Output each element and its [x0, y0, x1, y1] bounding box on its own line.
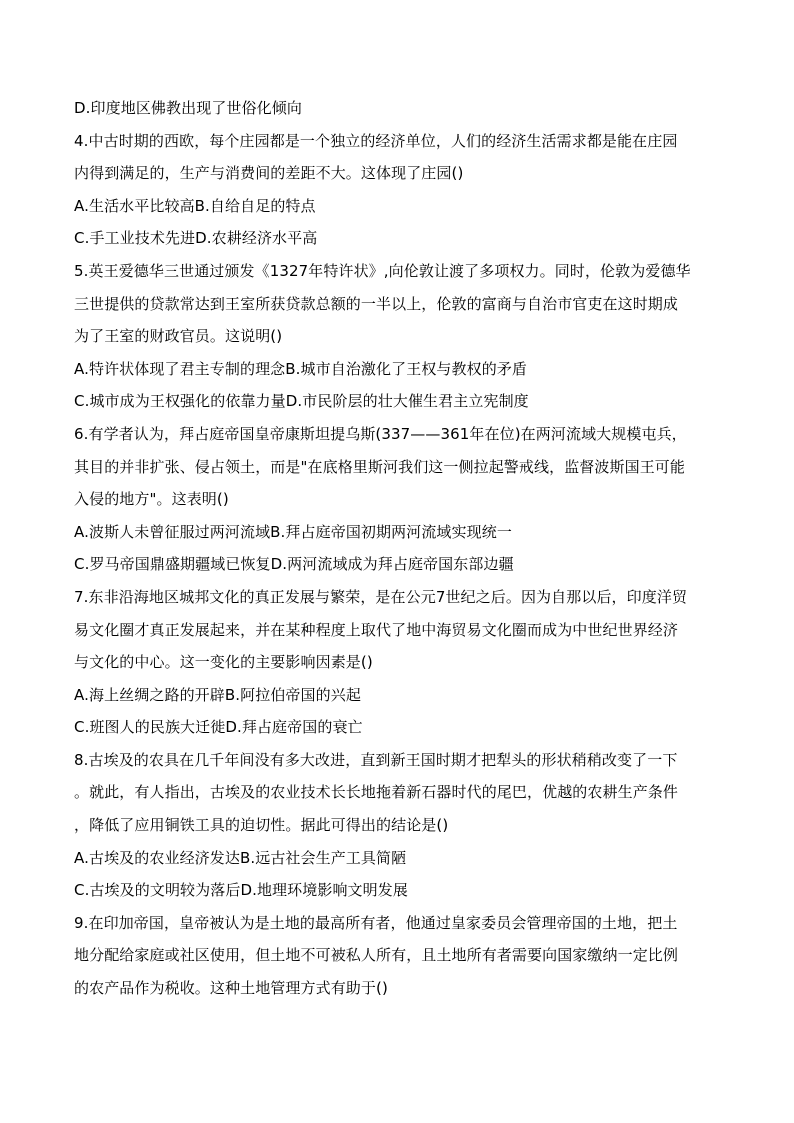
question-5-stem: 为了王室的财政官员。这说明(): [74, 327, 283, 346]
question-4-stem: 内得到满足的，生产与消费间的差距不大。这体现了庄园(): [74, 164, 464, 183]
question-4-options: A.生活水平比较高B.自给自足的特点: [74, 196, 316, 215]
question-7-stem: 7.东非沿海地区城邦文化的真正发展与繁荣，是在公元7世纪之后。因为自那以后，印度洋贸: [74, 587, 688, 606]
question-5-options: A.特许状体现了君主专制的理念B.城市自治激化了王权与教权的矛盾: [74, 359, 528, 378]
question-8-stem: 8.古埃及的农具在几千年间没有多大改进，直到新王国时期才把犁头的形状稍稍改变了一下: [74, 750, 678, 769]
option-d-line: D.印度地区佛教出现了世俗化倾向: [74, 99, 302, 117]
question-5-stem: 三世提供的贷款常达到王室所获贷款总额的一半以上，伦敦的富商与自治市官吏在这时期成: [74, 294, 679, 313]
question-7-options: C.班图人的民族大迁徙D.拜占庭帝国的衰亡: [74, 718, 363, 737]
question-5-stem: 5.英王爱德华三世通过颁发《1327年特许状》,向伦敦让渡了多项权力。同时，伦敦为爱德华: [74, 261, 691, 280]
question-4-options: C.手工业技术先进D.农耕经济水平高: [74, 229, 318, 248]
question-8-stem: 。就此，有人指出，古埃及的农业技术长长地拖着新石器时代的尾巴，优越的农耕生产条件: [74, 783, 679, 802]
question-4-stem: 4.中古时期的西欧，每个庄园都是一个独立的经济单位，人们的经济生活需求都是能在庄园: [74, 131, 678, 150]
question-5-options: C.城市成为王权强化的依靠力量D.市民阶层的壮大催生君主立宪制度: [74, 392, 529, 411]
question-6-stem: 6.有学者认为，拜占庭帝国皇帝康斯坦提乌斯(337——361年在位)在两河流域大规模屯兵，: [74, 424, 687, 443]
question-6-stem: 其目的并非扩张、侵占领土，而是"在底格里斯河我们这一侧拉起警戒线，监督波斯国王可能: [74, 457, 686, 476]
question-6-options: A.波斯人未曾征服过两河流域B.拜占庭帝国初期两河流域实现统一: [74, 522, 512, 541]
question-7-options: A.海上丝绸之路的开辟B.阿拉伯帝国的兴起: [74, 685, 361, 704]
question-8-stem: ，降低了应用铜铁工具的迫切性。据此可得出的结论是(): [74, 816, 449, 835]
question-6-stem: 入侵的地方"。这表明(): [74, 490, 229, 509]
document-page: [74, 92, 724, 1005]
question-9-stem: 9.在印加帝国，皇帝被认为是土地的最高所有者，他通过皇家委员会管理帝国的土地，把土: [74, 913, 678, 932]
question-7-stem: 与文化的中心。这一变化的主要影响因素是(): [74, 653, 373, 672]
question-7-stem: 易文化圈才真正发展起来，并在某种程度上取代了地中海贸易文化圈而成为中世纪世界经济: [74, 620, 679, 639]
question-9-stem: 的农产品作为税收。这种土地管理方式有助于(): [74, 979, 388, 998]
question-9-stem: 地分配给家庭或社区使用，但土地不可被私人所有，且土地所有者需要向国家缴纳一定比例: [74, 946, 679, 965]
question-8-options: A.古埃及的农业经济发达B.远古社会生产工具简陋: [74, 848, 407, 867]
question-8-options: C.古埃及的文明较为落后D.地理环境影响文明发展: [74, 881, 408, 900]
question-6-options: C.罗马帝国鼎盛期疆域已恢复D.两河流域成为拜占庭帝国东部边疆: [74, 555, 514, 574]
